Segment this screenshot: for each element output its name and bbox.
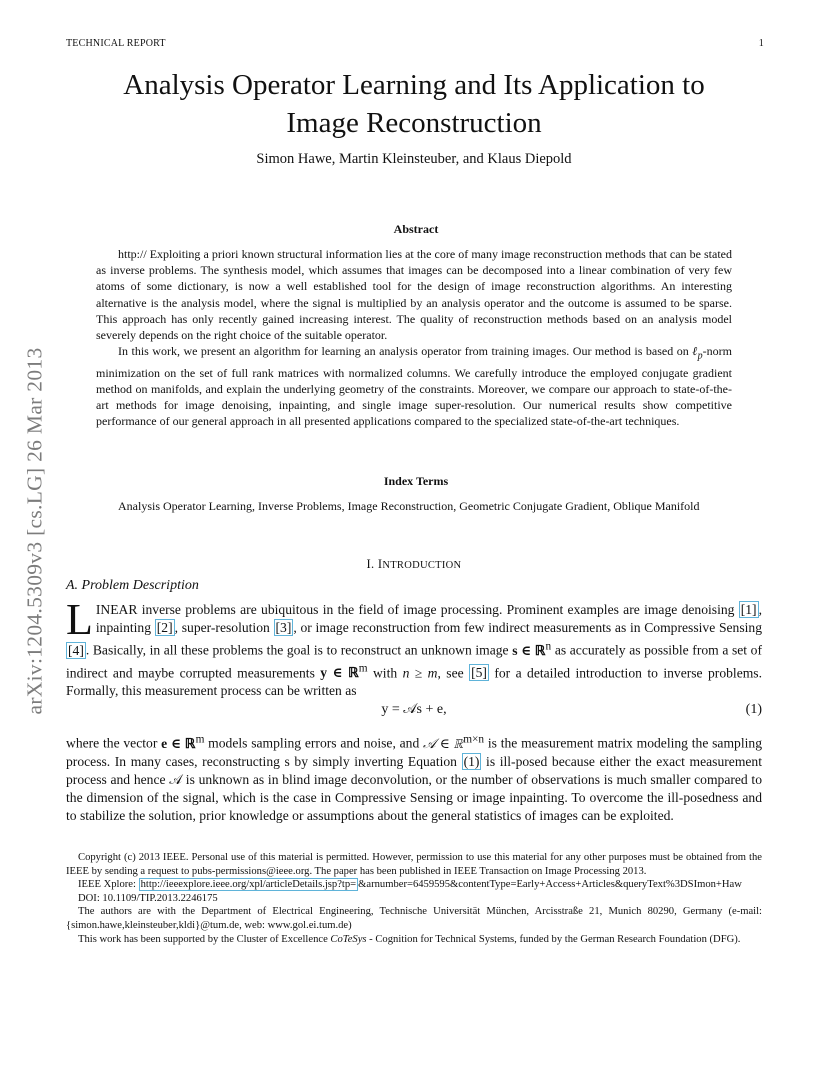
text-run: is the measurement matrix modeling the sampling process. In many cases, reconstructing s by simply inverting Equation — [66, 735, 762, 769]
math-inline — [512, 640, 552, 658]
equation-expression: y = 𝒜s + e, — [381, 702, 447, 717]
cotesys-italic: CoTeSys — [330, 933, 367, 945]
math-expr: 𝒜 ∈ ℝ — [423, 735, 464, 751]
math-inline — [161, 733, 205, 751]
author-list: Simon Hawe, Martin Kleinsteuber, and Klaus Diepold — [256, 151, 572, 167]
text-run: - Cognition for Technical Systems, funded by the German Research Foundation (DFG). — [366, 933, 741, 945]
lp-subscript: p — [697, 350, 703, 362]
text-run: as accurately as possible from a set of indirect and maybe corrupted measurements — [66, 642, 762, 681]
text-run: for a detailed introduction to inverse problems. Formally, this measurement process can be written as — [66, 665, 762, 699]
citation-link[interactable]: [5] — [471, 665, 487, 681]
math-expr: e ∈ ℝ — [161, 735, 196, 751]
math-sup: m — [195, 733, 205, 745]
math-inline — [423, 733, 485, 751]
title-line-1: Analysis Operator Learning and Its Application to — [123, 69, 705, 101]
index-terms-body — [96, 498, 732, 514]
citation-link[interactable]: [4] — [68, 642, 84, 658]
text-run: , see — [437, 665, 470, 681]
paper-title — [60, 66, 768, 142]
abstract-p2-rest: -norm minimization on the set of full rank matrices with normalized columns. We carefully introduce the employed conjugate gradient method on manifolds, and explain the underlying geometry of the constraints. Moreover, we compare our approach to state-of-the-art methods for image denoising, inpainting, and single image super-resolution. Our numerical results show competitive performance of our general approach in all presented applications compared to the specialized state-of-the-art techniques. — [96, 344, 732, 429]
citation-link[interactable]: [1] — [740, 602, 757, 617]
section-number: I. I — [366, 557, 383, 571]
text-run: where the vector — [66, 735, 162, 751]
arxiv-identifier: arXiv:1204.5309v3 [cs.LG] 26 Mar 2013 — [22, 347, 47, 715]
abstract-body — [96, 246, 732, 430]
math-expr: s ∈ ℝ — [512, 642, 546, 658]
intro-paragraph-2 — [66, 730, 762, 825]
text-run: This work has been supported by the Cluster of Excellence — [78, 933, 331, 945]
affiliation-note: The authors are with the Department of Electrical Engineering, Technische Universität München, Arcisstraße 21, Munich 80290, Germany (e-mail: {simon.hawe,kleinsteuber,kldi}@tum.de, web: www.gol.ei.tum.de) — [66, 906, 762, 931]
xplore-note — [66, 878, 762, 892]
dropcap-letter: L — [66, 595, 93, 644]
math-sup: m×n — [463, 733, 485, 745]
subsection-heading: A. Problem Description — [66, 578, 199, 593]
xplore-url-rest: &arnumber=6459595&contentType=Early+Access+Articles&queryText%3DSImon+Haw — [358, 879, 742, 891]
section-heading-introduction — [66, 557, 762, 572]
arxiv-side-stamp — [22, 292, 48, 770]
text-run: , inpainting — [95, 602, 762, 635]
index-terms-text: Analysis Operator Learning, Inverse Problems, Image Reconstruction, Geometric Conjugate Gradient, Oblique Manifold — [118, 499, 700, 513]
equation-1 — [66, 702, 762, 722]
xplore-link[interactable]: http://ieeexplore.ieee.org/xpl/articleDetails.jsp?tp= — [140, 879, 357, 891]
intro-paragraph-1 — [66, 595, 762, 700]
math-expr: y ∈ ℝ — [320, 665, 359, 681]
math-inline — [320, 662, 368, 681]
equation-reference-link[interactable]: (1) — [463, 753, 480, 769]
math-sup: m — [358, 662, 368, 675]
xplore-label: IEEE Xplore: — [78, 879, 139, 891]
math-sup: n — [545, 640, 552, 652]
text-run: . Basically, in all these problems the goal is to reconstruct an unknown image — [85, 642, 513, 658]
equation-number: (1) — [745, 702, 762, 717]
copyright-note: Copyright (c) 2013 IEEE. Personal use of this material is permitted. However, permission to use this material for any other purposes must be obtained from the IEEE by sending a request to pubs-permissions@ieee.org. The paper has been published in IEEE Transaction on Image Processing 2013. — [66, 852, 762, 877]
text-run: INEAR inverse problems are ubiquitous in the field of image processing. Prominent examples are image denoising — [95, 602, 739, 617]
abstract-paragraph-1: http:// Exploiting a priori known structural information lies at the core of many image reconstruction methods that can be stated as inverse problems. The synthesis model, which assumes that images can be decomposed into a linear combination of very few atoms of some dictionary, is now a well established tool for the design of image reconstruction algorithms. An interesting alternative is the analysis model, where the signal is multiplied by an analysis operator and the outcome is assumed to be sparse. This approach has only recently gained increasing interest. The quality of reconstruction methods based on an analysis model severely depends on the right choice of the suitable operator. — [96, 247, 732, 343]
text-run: is ill-posed because either the exact measurement process and hence 𝒜 is unknown as in blind image deconvolution, or the number of observations is much smaller compared to the dimension of the signal, which is the case in Compressive Sensing or image inpainting. To overcome the ill-posedness and to stabilize the solution, prior knowledge or assumptions about the general statistics of images can be exploited. — [66, 753, 763, 823]
index-terms-heading: Index Terms — [383, 474, 449, 488]
citation-link[interactable]: [3] — [275, 620, 292, 635]
funding-note — [66, 933, 762, 947]
footnotes — [66, 851, 762, 946]
text-run: with — [367, 665, 403, 681]
doi-note: DOI: 10.1109/TIP.2013.2246175 — [78, 892, 218, 904]
abstract-heading: Abstract — [393, 222, 439, 236]
citation-link[interactable]: [2] — [156, 620, 173, 635]
section-name: NTRODUCTION — [382, 560, 462, 571]
lp-symbol: ℓ — [692, 344, 698, 359]
abstract-paragraph-2 — [96, 343, 732, 429]
abstract-p2-start: In this work, we present an algorithm for learning an analysis operator from training images. Our method is based on — [118, 344, 693, 359]
running-header: TECHNICAL REPORT — [66, 38, 166, 49]
title-line-2: Image Reconstruction — [286, 107, 542, 139]
page-number: 1 — [758, 38, 764, 49]
text-run: models sampling errors and noise, and — [204, 735, 424, 751]
text-run: , or image reconstruction from few indirect measurements as in Compressive Sensing — [293, 620, 762, 635]
math-expr: n ≥ m — [402, 665, 438, 681]
text-run: , super-resolution — [174, 620, 274, 635]
